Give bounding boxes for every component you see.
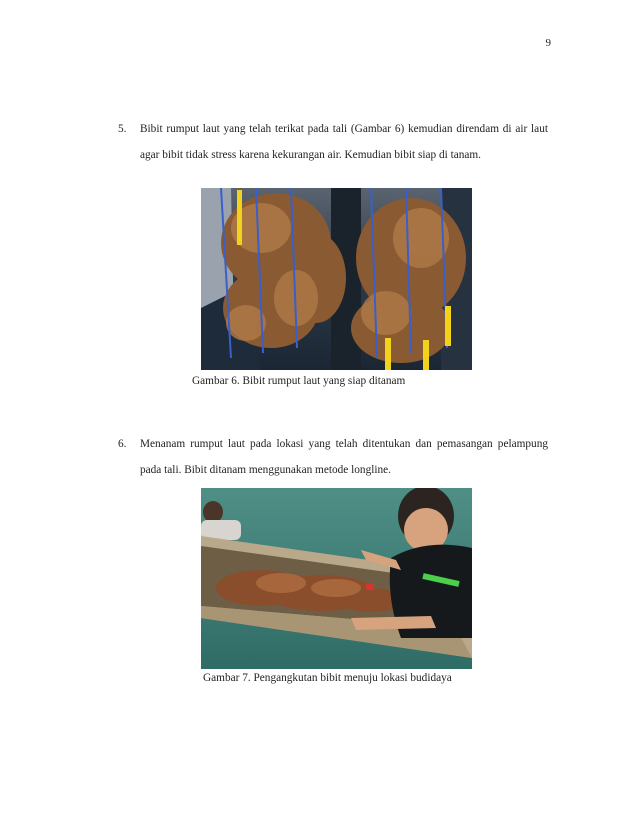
- list-item-5: [118, 116, 548, 168]
- figure-6-caption: Gambar 6. Bibit rumput laut yang siap ditanam: [192, 375, 406, 387]
- figure-6-photo: [201, 188, 472, 370]
- list-item-number: 5.: [118, 123, 127, 135]
- list-item-6: [118, 431, 548, 483]
- figure-7-caption: Gambar 7. Pengangkutan bibit menuju lokasi budidaya: [203, 672, 452, 684]
- list-item-number: 6.: [118, 438, 127, 450]
- list-item-text: Menanam rumput laut pada lokasi yang telah ditentukan dan pemasangan pelampung pada tali. Bibit ditanam menggunakan metode longline.: [140, 438, 548, 476]
- list-item-text: Bibit rumput laut yang telah terikat pada tali (Gambar 6) kemudian direndam di air laut agar bibit tidak stress karena kekurangan air. Kemudian bibit siap di tanam.: [140, 123, 548, 161]
- page-number: 9: [545, 37, 551, 49]
- figure-7-photo: [201, 488, 472, 669]
